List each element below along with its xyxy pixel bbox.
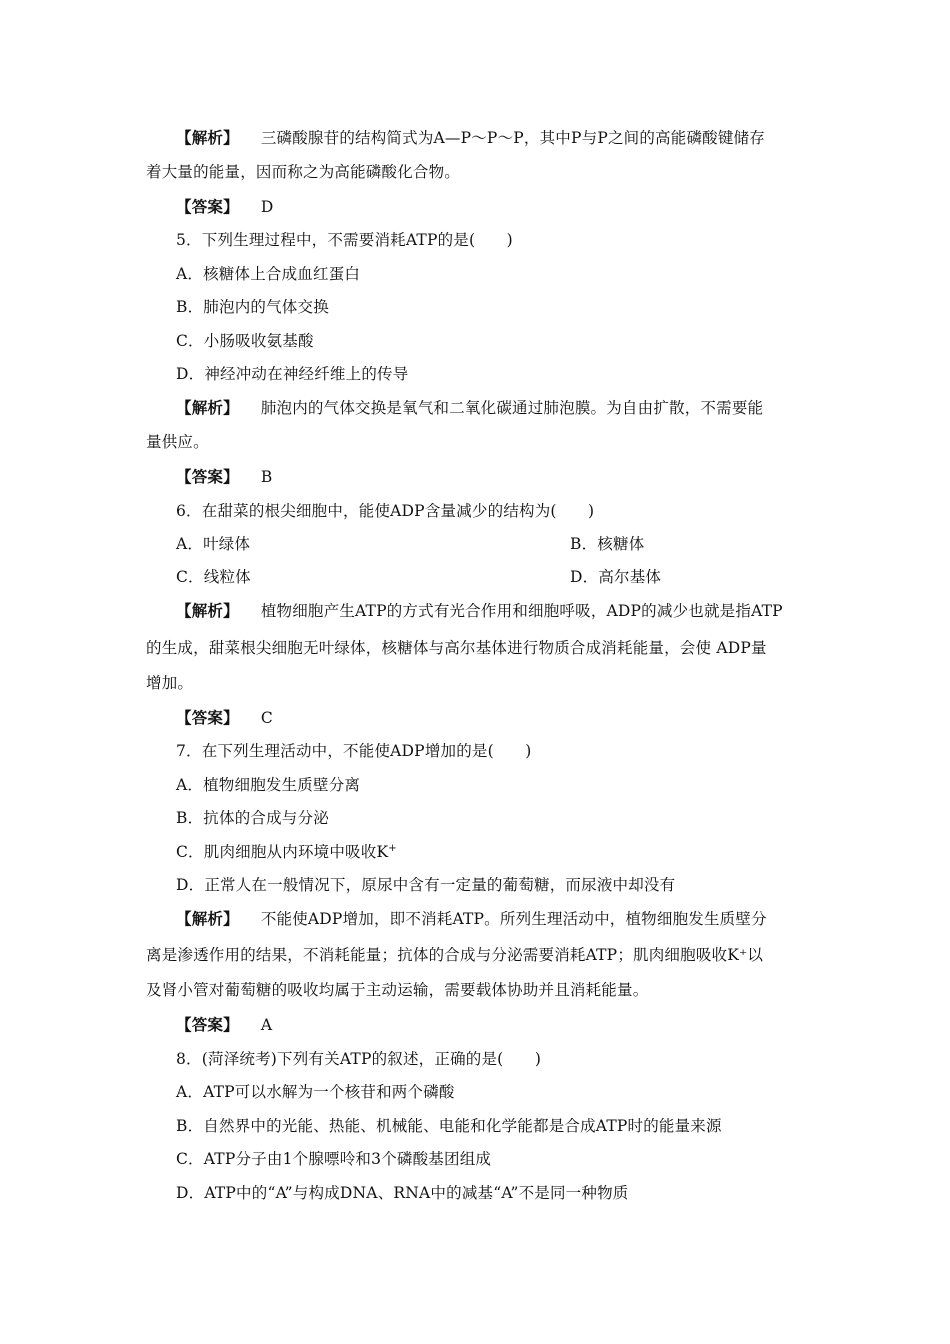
superscript: + — [388, 842, 397, 854]
analysis-tag: 【解析】 — [176, 909, 239, 928]
analysis-text: 不能使ADP增加，即不消耗ATP。所列生理活动中，植物细胞发生质壁分 — [260, 910, 767, 928]
option-text: D．正常人在一般情况下，原尿中含有一定量的葡萄糖，而尿液中却没有 — [176, 876, 676, 894]
analysis-text: 增加。 — [146, 674, 194, 692]
analysis-text: 肺泡内的气体交换是氧气和二氧化碳通过肺泡膜。为自由扩散，不需要能 — [260, 399, 764, 417]
analysis-line — [146, 638, 767, 658]
analysis-tag: 【解析】 — [176, 128, 239, 147]
question-text: 7．在下列生理活动中，不能使ADP增加的是( ) — [176, 742, 532, 760]
analysis-tag: 【解析】 — [176, 601, 239, 620]
analysis-line — [176, 909, 767, 929]
option-text: C．线粒体 — [176, 568, 251, 586]
answer-tag: 【答案】 — [176, 197, 239, 216]
analysis-text: 离是渗透作用的结果，不消耗能量；抗体的合成与分泌需要消耗ATP；肌肉细胞吸收K⁺以 — [146, 946, 764, 964]
option-text: C．ATP分子由1个腺嘌呤和3个磷酸基团组成 — [176, 1150, 492, 1168]
analysis-text: 及肾小管对葡萄糖的吸收均属于主动运输，需要载体协助并且消耗能量。 — [146, 981, 649, 999]
option-text: D．神经冲动在神经纤维上的传导 — [176, 365, 409, 383]
answer-tag: 【答案】 — [176, 708, 239, 727]
option-text-main: C．肌肉细胞从内环境中吸收K — [176, 843, 389, 861]
option-text: A．植物细胞发生质壁分离 — [176, 776, 361, 794]
answer-line — [176, 197, 273, 217]
option-text — [176, 842, 397, 862]
option-text: D．高尔基体 — [570, 568, 662, 586]
analysis-line — [146, 945, 763, 965]
option-text: A．核糖体上合成血红蛋白 — [176, 265, 361, 283]
option-text: D．ATP中的“A”与构成DNA、RNA中的减基“A”不是同一种物质 — [176, 1184, 629, 1202]
answer-tag: 【答案】 — [176, 467, 239, 486]
analysis-line — [146, 980, 648, 1000]
analysis-line — [146, 673, 193, 693]
question-text: 6．在甜菜的根尖细胞中，能使ADP含量减少的结构为( ) — [176, 502, 595, 520]
analysis-text: 的生成，甜菜根尖细胞无叶绿体，核糖体与高尔基体进行物质合成消耗能量，会使 ADP量 — [146, 639, 767, 657]
analysis-text: 量供应。 — [146, 433, 209, 451]
answer-text: D — [260, 198, 274, 216]
answer-line — [176, 1015, 272, 1035]
answer-text: B — [260, 468, 273, 486]
analysis-text: 植物细胞产生ATP的方式有光合作用和细胞呼吸，ADP的减少也就是指ATP — [260, 602, 783, 620]
analysis-line — [176, 128, 765, 148]
option-text: B．自然界中的光能、热能、机械能、电能和化学能都是合成ATP时的能量来源 — [176, 1117, 722, 1135]
option-text: A．ATP可以水解为一个核苷和两个磷酸 — [176, 1083, 455, 1101]
analysis-line — [176, 601, 783, 621]
option-text: B．抗体的合成与分泌 — [176, 809, 329, 827]
option-text: B．核糖体 — [570, 535, 645, 553]
option-text: B．肺泡内的气体交换 — [176, 298, 329, 316]
analysis-tag: 【解析】 — [176, 398, 239, 417]
analysis-line — [146, 162, 460, 182]
question-text: 5．下列生理过程中，不需要消耗ATP的是( ) — [176, 231, 513, 249]
option-text: C．小肠吸收氨基酸 — [176, 332, 314, 350]
analysis-text: 着大量的能量，因而称之为高能磷酸化合物。 — [146, 163, 461, 181]
analysis-line — [176, 398, 763, 418]
option-text: A．叶绿体 — [176, 535, 251, 553]
answer-line — [176, 708, 273, 728]
answer-tag: 【答案】 — [176, 1015, 239, 1034]
answer-text: C — [260, 709, 273, 727]
answer-text: A — [260, 1016, 273, 1034]
answer-line — [176, 467, 272, 487]
question-text: 8．(菏泽统考)下列有关ATP的叙述，正确的是( ) — [176, 1050, 542, 1068]
analysis-text: 三磷酸腺苷的结构简式为A—P～P～P，其中P与P之间的高能磷酸键储存 — [260, 129, 765, 147]
analysis-line — [146, 432, 209, 452]
